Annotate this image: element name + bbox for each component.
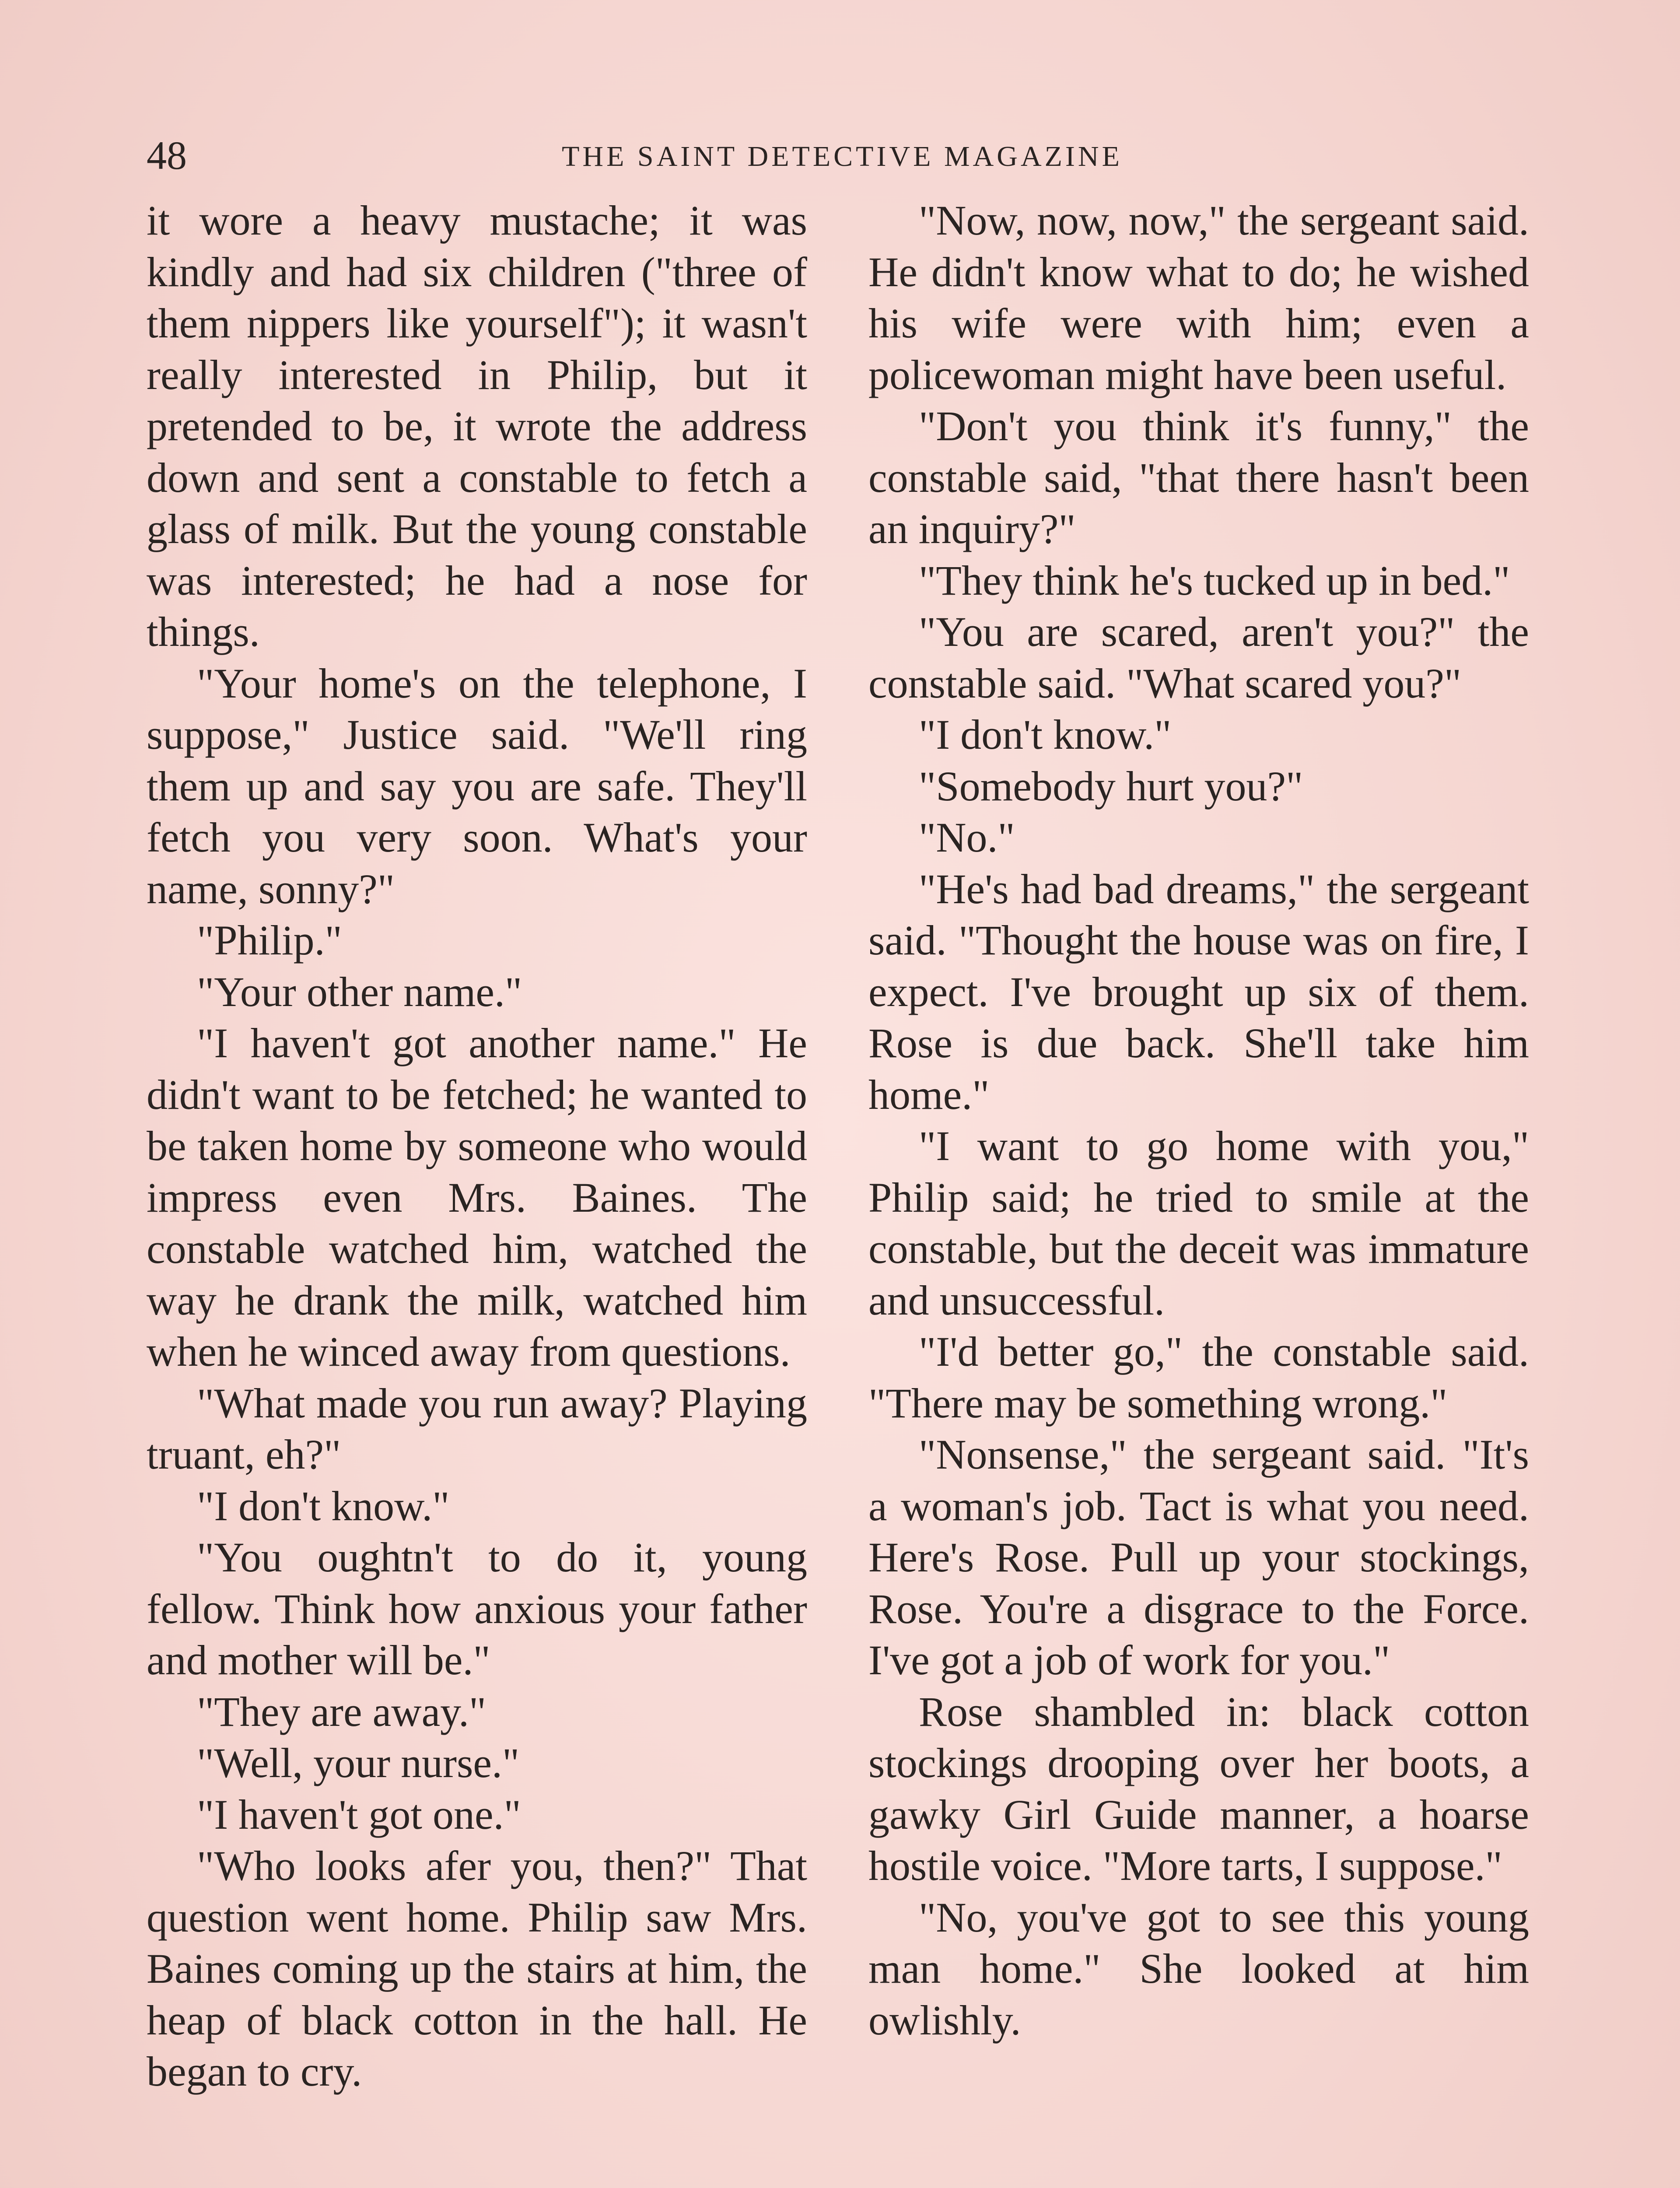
running-head: THE SAINT DETECTIVE MAGAZINE bbox=[562, 140, 1123, 172]
paragraph: "Don't you think it's funny," the constable said, "that there hasn't been an inquiry?" bbox=[868, 403, 1529, 552]
paragraph: "Nonsense," the sergeant said. "It's a woman's job. Tact is what you need. Here's Rose. Pull up your stockings, Rose. You're a disgrace to the Force. I've got a job of work for you." bbox=[868, 1431, 1529, 1683]
paragraph: "I haven't got another name." He didn't want to be fetched; he wanted to be taken home by someone who would impress even Mrs. Baines. The constable watched him, watched the way he drank the milk, watched him when he winced away from questions. bbox=[147, 1020, 807, 1375]
paragraph: "Your other name." bbox=[197, 968, 522, 1015]
paragraph: "Now, now, now," the sergeant said. He didn't know what to do; he wished his wife were with him; even a policewoman might have been useful. bbox=[868, 197, 1529, 398]
paragraph: "I don't know." bbox=[197, 1482, 450, 1529]
paragraph: "I haven't got one." bbox=[197, 1791, 521, 1838]
paragraph: "You oughtn't to do it, young fellow. Think how anxious your father and mother will be." bbox=[147, 1534, 807, 1683]
page-header bbox=[147, 131, 1538, 179]
paragraph: "They think he's tucked up in bed." bbox=[919, 557, 1510, 604]
paragraph: "He's had bad dreams," the sergeant said. "Thought the house was on fire, I expect. I've brought up six of them. Rose is due back. She'll take him home." bbox=[868, 865, 1529, 1118]
paragraph: "They are away." bbox=[197, 1688, 486, 1735]
paragraph: "Philip." bbox=[197, 917, 342, 964]
page-number: 48 bbox=[147, 133, 187, 178]
right-text-column bbox=[868, 195, 1529, 2046]
paragraph: "No, you've got to see this young man home." She looked at him owlishly. bbox=[868, 1893, 1529, 2044]
paragraph: "Somebody hurt you?" bbox=[919, 762, 1303, 810]
paragraph: "I want to go home with you," Philip said; he tried to smile at the constable, but the deceit was immature and unsuccessful. bbox=[868, 1122, 1529, 1324]
paragraph: "Well, your nurse." bbox=[197, 1739, 520, 1786]
paragraph: "I don't know." bbox=[919, 711, 1172, 758]
paragraph: it wore a heavy mustache; it was kindly and had six children ("three of them nippers like yourself"); it wasn't really interested in Philip, but it pretended to be, it wrote the address down and sent a constable to fetch a glass of milk. But the young constable was interested; he had a nose for things. bbox=[147, 197, 807, 655]
paragraph: "What made you run away? Playing truant, eh?" bbox=[147, 1379, 807, 1478]
left-text-column bbox=[147, 195, 807, 2097]
paragraph: "Who looks afer you, then?" That question went home. Philip saw Mrs. Baines coming up the stairs at him, the heap of black cotton in the hall. He began to cry. bbox=[147, 1842, 807, 2095]
paragraph: Rose shambled in: black cotton stockings drooping over her boots, a gawky Girl Guide manner, a hoarse hostile voice. "More tarts, I suppose." bbox=[868, 1688, 1529, 1889]
paragraph: "I'd better go," the constable said. "There may be something wrong." bbox=[868, 1328, 1529, 1427]
paragraph: "Your home's on the telephone, I suppose," Justice said. "We'll ring them up and say you are safe. They'll fetch you very soon. What's your name, sonny?" bbox=[147, 659, 807, 912]
paragraph: "No." bbox=[919, 814, 1015, 861]
paragraph: "You are scared, aren't you?" the constable said. "What scared you?" bbox=[868, 608, 1529, 707]
